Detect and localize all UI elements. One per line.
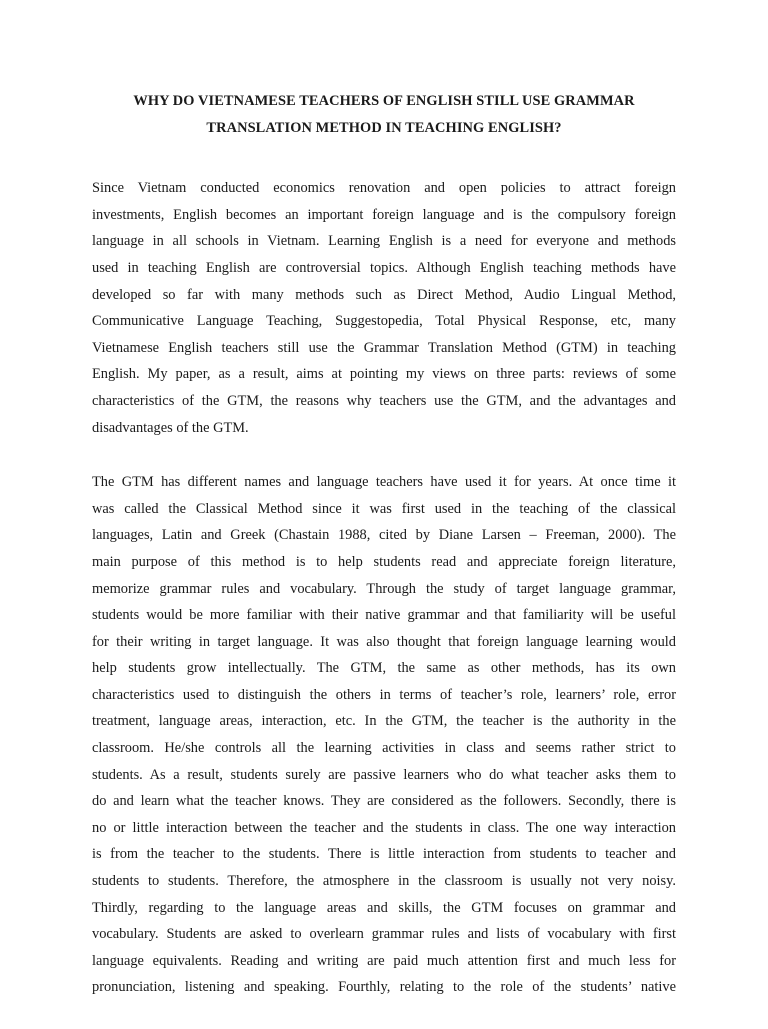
text-line: Vietnamese English teachers still use the Grammar Translation Method (GTM) in teaching bbox=[92, 339, 676, 356]
text-line: students to students. Therefore, the atmosphere in the classroom is usually not very noisy. bbox=[92, 873, 676, 890]
text-line: vocabulary. Students are asked to overlearn grammar rules and lists of vocabulary with first bbox=[92, 926, 676, 943]
document-page bbox=[92, 88, 676, 1029]
text-line: language in all schools in Vietnam. Learning English is a need for everyone and methods bbox=[92, 233, 676, 250]
text-line: no or little interaction between the teacher and the students in class. The one way interaction bbox=[92, 819, 676, 836]
text-line: Thirdly, regarding to the language areas and skills, the GTM focuses on grammar and bbox=[92, 899, 676, 916]
title-line: TRANSLATION METHOD IN TEACHING ENGLISH? bbox=[206, 119, 562, 136]
text-line: characteristics of the GTM, the reasons why teachers use the GTM, and the advantages and bbox=[92, 392, 676, 409]
paragraph-intro bbox=[92, 175, 676, 441]
text-line: help students grow intellectually. The GTM, the same as other methods, has its own bbox=[92, 660, 676, 677]
document-title bbox=[92, 88, 676, 141]
text-line: treatment, language areas, interaction, etc. In the GTM, the teacher is the authority in the bbox=[92, 713, 676, 730]
text-line: languages, Latin and Greek (Chastain 1988, cited by Diane Larsen – Freeman, 2000). The bbox=[92, 527, 676, 544]
text-line: characteristics used to distinguish the others in terms of teacher’s role, learners’ role, error bbox=[92, 686, 676, 703]
text-line: pronunciation, listening and speaking. Fourthly, relating to the role of the students’ native bbox=[92, 979, 676, 996]
paragraph-gtm bbox=[92, 469, 676, 1001]
text-line: used in teaching English are controversial topics. Although English teaching methods have bbox=[92, 259, 676, 276]
text-line: Communicative Language Teaching, Suggestopedia, Total Physical Response, etc, many bbox=[92, 313, 676, 330]
text-line: is from the teacher to the students. There is little interaction from students to teacher and bbox=[92, 846, 676, 863]
text-line: was called the Classical Method since it was first used in the teaching of the classical bbox=[92, 500, 676, 517]
text-line: developed so far with many methods such as Direct Method, Audio Lingual Method, bbox=[92, 286, 676, 303]
text-line: language equivalents. Reading and writing are paid much attention first and much less for bbox=[92, 952, 676, 969]
text-line: for their writing in target language. It was also thought that foreign language learning would bbox=[92, 633, 676, 650]
text-line: classroom. He/she controls all the learning activities in class and seems rather strict to bbox=[92, 740, 676, 757]
text-line: English. My paper, as a result, aims at pointing my views on three parts: reviews of some bbox=[92, 366, 676, 383]
text-line: The GTM has different names and language teachers have used it for years. At once time it bbox=[92, 474, 676, 491]
text-line: memorize grammar rules and vocabulary. Through the study of target language grammar, bbox=[92, 580, 676, 597]
text-line: Since Vietnam conducted economics renovation and open policies to attract foreign bbox=[92, 180, 676, 197]
text-line: students. As a result, students surely are passive learners who do what teacher asks them to bbox=[92, 766, 676, 783]
text-line: main purpose of this method is to help students read and appreciate foreign literature, bbox=[92, 553, 676, 570]
text-line: do and learn what the teacher knows. They are considered as the followers. Secondly, there is bbox=[92, 793, 676, 810]
text-line: disadvantages of the GTM. bbox=[92, 419, 249, 436]
text-line: investments, English becomes an important foreign language and is the compulsory foreign bbox=[92, 206, 676, 223]
title-line: WHY DO VIETNAMESE TEACHERS OF ENGLISH STILL USE GRAMMAR bbox=[133, 93, 635, 109]
text-line: students would be more familiar with their native grammar and that familiarity will be useful bbox=[92, 607, 676, 624]
